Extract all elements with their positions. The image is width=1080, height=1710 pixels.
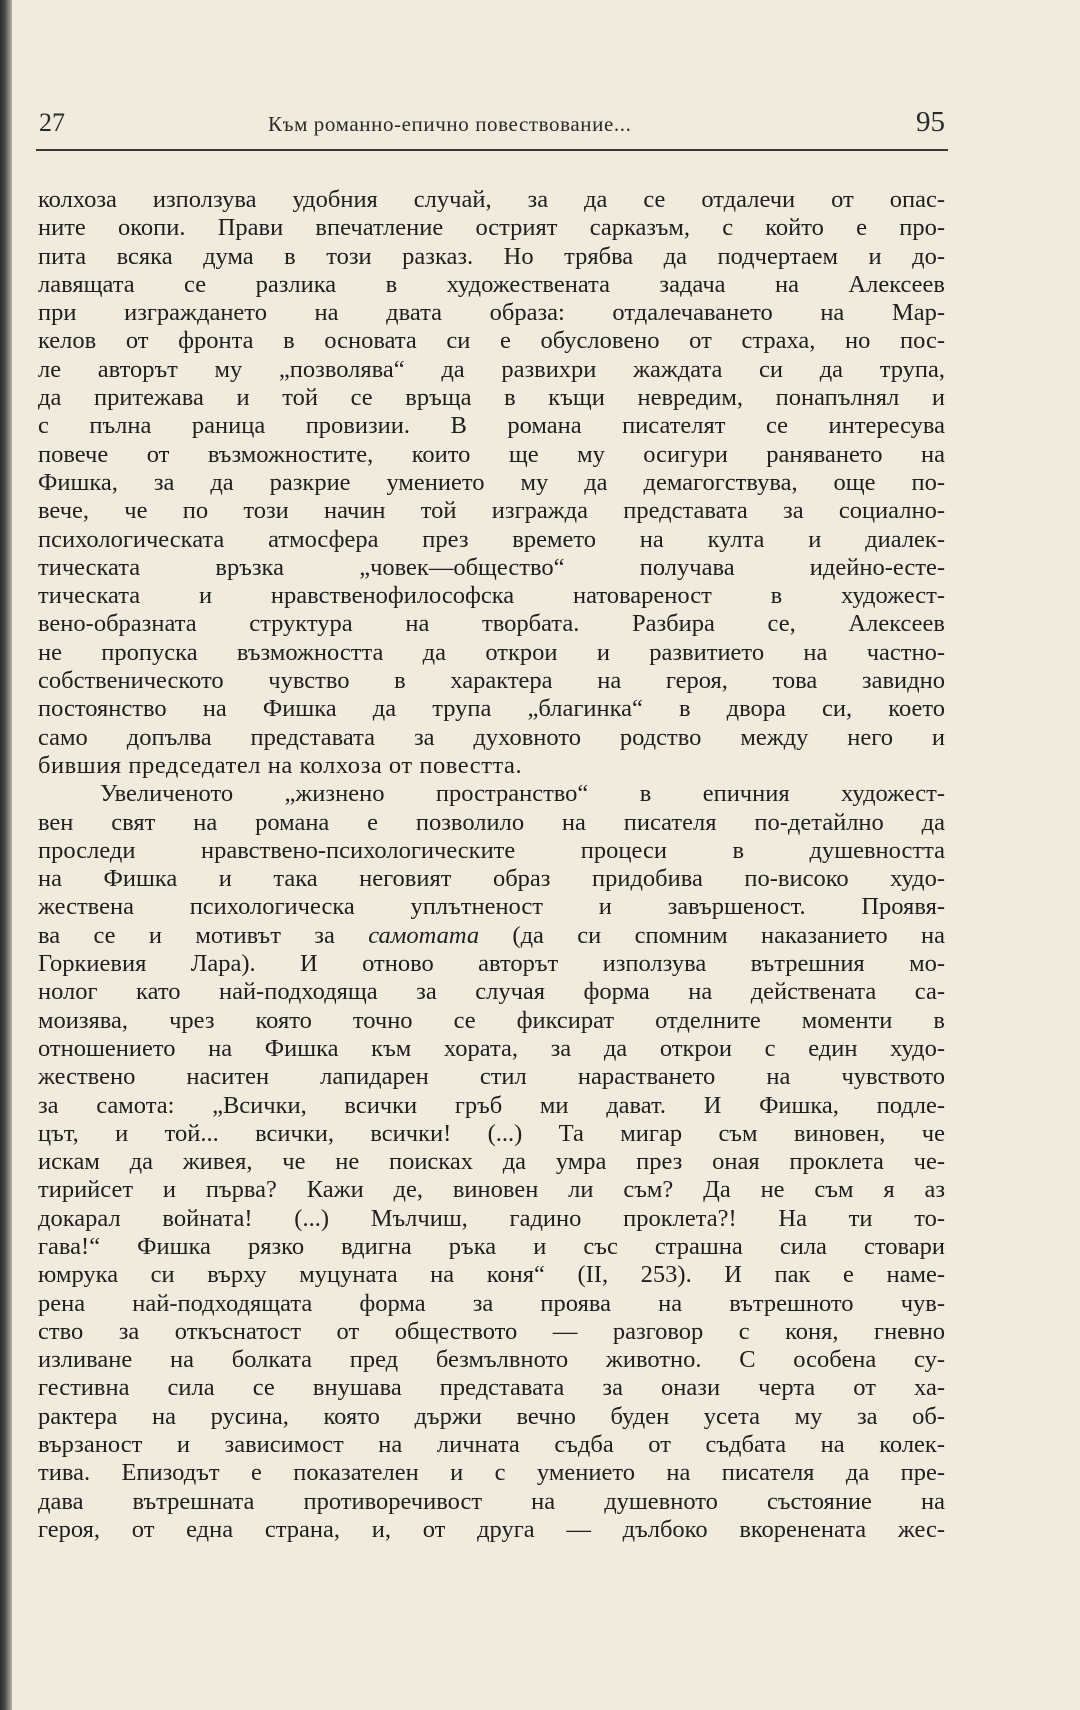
text-line: рена най-подходящата форма за проява на вътрешното чув- — [38, 1289, 945, 1317]
text-line: психологическата атмосфера през времето на култа и диалек- — [38, 525, 945, 553]
text-line: ните окопи. Прави впечатление острият сарказъм, с който е про- — [38, 214, 945, 242]
text-line: постоянство на Фишка да трупа „благинка“ в двора си, което — [38, 695, 945, 723]
text-line: дава вътрешната противоречивост на душевното състояние на — [38, 1487, 945, 1515]
text-line: пита всяка дума в този разказ. Но трябва да подчертаем и до- — [38, 242, 945, 270]
text-line: цът, и той... всички, всички! (...) Та мигар съм виновен, че — [38, 1119, 945, 1147]
text-line: героя, от една страна, и, от друга — дълбоко вкоренената жес- — [38, 1515, 945, 1543]
text-line: ва се и мотивът за самотата (да си спомним наказанието на — [38, 921, 945, 949]
text-line: с пълна раница провизии. В романа писателят се интересува — [38, 412, 945, 440]
text-line: отношението на Фишка към хората, за да открои с един худо- — [38, 1034, 945, 1062]
text-line: вързаност и зависимост на личната съдба от съдбата на колек- — [38, 1431, 945, 1459]
text-line: колхоза използува удобния случай, за да се отдалечи от опас- — [38, 186, 945, 213]
text-line: за самота: „Всички, всички гръб ми дават. И Фишка, подле- — [38, 1091, 945, 1119]
text-line: тирийсет и първа? Кажи де, виновен ли съм? Да не съм я аз — [38, 1176, 945, 1204]
page-number-right: 95 — [916, 106, 945, 138]
page-header — [36, 106, 948, 146]
body-text — [38, 186, 945, 1544]
text-line: Фишка, за да разкрие умението му да демагогствува, още по- — [38, 468, 945, 496]
text-line: само допълва представата за духовното родство между него и — [38, 723, 945, 751]
text-line: вен свят на романа е позволило на писателя по-детайлно да — [38, 808, 945, 836]
text-line: докарал войната! (...) Мълчиш, гадино проклета?! На ти то- — [38, 1204, 945, 1232]
text-line: тива. Епизодът е показателен и с умението на писателя да пре- — [38, 1459, 945, 1487]
text-line: собственическото чувство в характера на героя, това завидно — [38, 667, 945, 695]
text-line: не пропуска възможността да открои и развитието на частно- — [38, 638, 945, 666]
running-title: Към романно-епично повествование... — [268, 112, 632, 136]
text-line: нолог като най-подходяща за случая форма на действената са- — [38, 978, 945, 1006]
text-line: рактера на русина, която държи вечно буден усета му за об- — [38, 1402, 945, 1430]
text-line: бившия председател на колхоза от повестта. — [38, 751, 523, 779]
text-line: моизява, чрез която точно се фиксират отделните моменти в — [38, 1006, 945, 1034]
emphasis: самотата — [368, 921, 480, 949]
page-number-left: 27 — [39, 108, 65, 137]
text-line: жествена психологическа уплътненост и завършеност. Проявя- — [38, 893, 945, 921]
text-line: тическата и нравственофилософска натовареност в художест- — [38, 582, 945, 610]
text-line: вено-образната структура на творбата. Разбира се, Алексеев — [38, 610, 945, 638]
text-line: ство за откъснатост от обществото — разговор с коня, гневно — [38, 1317, 945, 1345]
text-line: ле авторът му „позволява“ да развихри жаждата си да трупа, — [38, 355, 945, 383]
text-line: изливане на болката пред безмълвното животно. С особена су- — [38, 1346, 945, 1374]
text-line: вече, че по този начин той изгражда представата за социално- — [38, 497, 945, 525]
text-line: при изграждането на двата образа: отдалечаването на Мар- — [38, 299, 945, 327]
text-line: жествено наситен лапидарен стил нарастването на чувството — [38, 1063, 945, 1091]
text-line: Увеличеното „жизнено пространство“ в епичния художест- — [100, 780, 945, 808]
text-line: Горкиевия Лара). И отново авторът използува вътрешния мо- — [38, 950, 945, 978]
book-spine-shadow — [0, 0, 12, 1710]
text-line: да притежава и той се връща в къщи невредим, понапълнял и — [38, 384, 945, 412]
text-line: гава!“ Фишка рязко вдигна ръка и със страшна сила стовари — [38, 1232, 945, 1260]
text-line: проследи нравствено-психологическите процеси в душевността — [38, 836, 945, 864]
text-line: юмрука си върху муцуната на коня“ (II, 253). И пак е наме- — [38, 1261, 945, 1289]
text-line: келов от фронта в основата си е обусловено от страха, но пос- — [38, 327, 945, 355]
text-line: искам да живея, че не поисках да умра през оная проклета че- — [38, 1148, 945, 1176]
text-line: гестивна сила се внушава представата за онази черта от ха- — [38, 1374, 945, 1402]
text-line: тическата връзка „човек—общество“ получава идейно-есте- — [38, 553, 945, 581]
text-line: на Фишка и така неговият образ придобива по-високо худо- — [38, 865, 945, 893]
text-line: лавящата се разлика в художествената задача на Алексеев — [38, 270, 945, 298]
text-line: повече от възможностите, които ще му осигури раняването на — [38, 440, 945, 468]
header-rule — [36, 149, 948, 151]
